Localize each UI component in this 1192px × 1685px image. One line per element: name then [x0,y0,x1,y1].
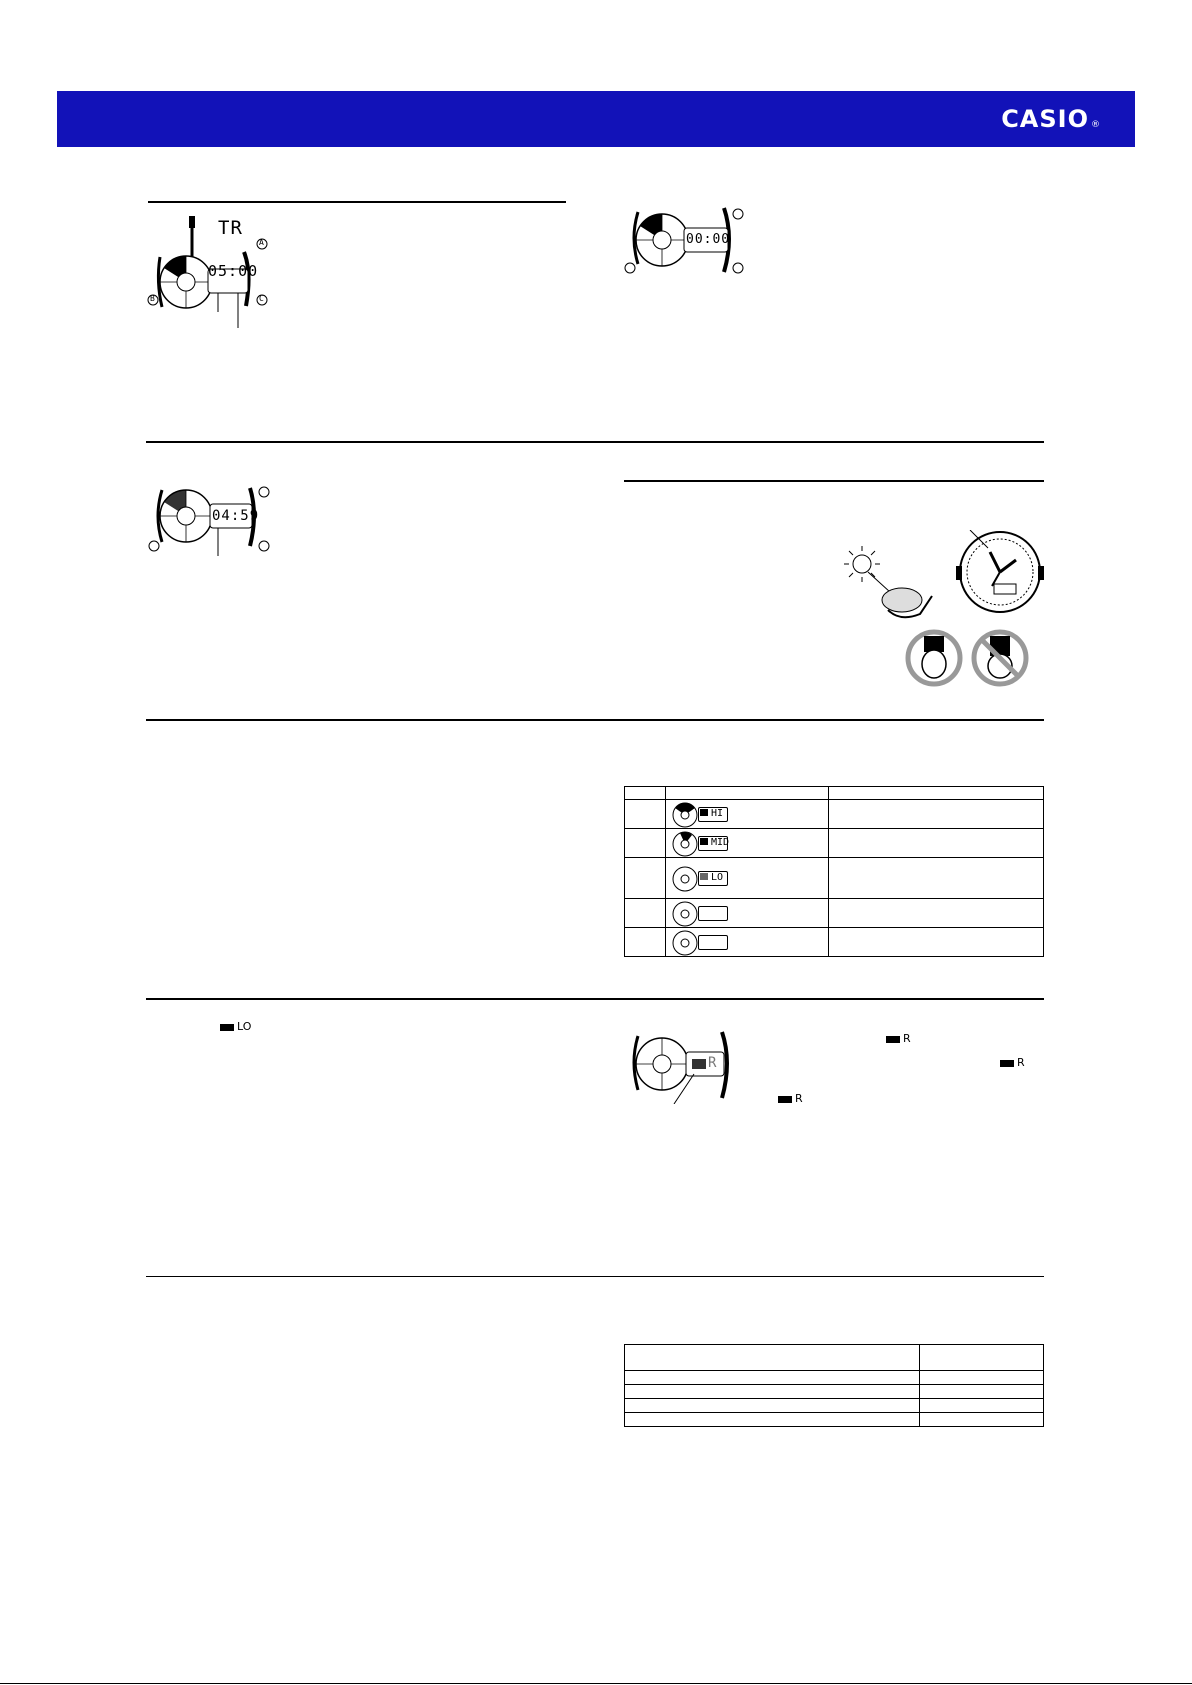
battery-level-label: HI [700,808,723,819]
table-row [625,899,1044,928]
section-rule [146,719,1044,721]
section-rule [148,201,566,203]
recover-indicator: R [886,1032,911,1045]
table-row [625,858,1044,899]
charging-time-table [624,1344,1044,1427]
casio-logo: CASIO ® [1001,105,1101,133]
lcd-time: 04:59 [212,508,260,524]
table-row [625,928,1044,957]
lo-indicator: LO [220,1020,251,1033]
indicator-label: TR [218,217,243,239]
recover-indicator: R [1000,1056,1025,1069]
header-bar [57,91,1135,147]
table-row [625,1399,1044,1413]
table-row [625,1371,1044,1385]
recover-indicator: R [778,1092,803,1105]
button-a-label: A [259,238,264,247]
watch-illustration-timer-zero [624,204,748,284]
section-rule [146,1276,1044,1277]
lcd-time: 00:00 [686,232,731,247]
solar-charging-illustration [840,530,1048,690]
section-rule [146,441,1044,443]
section-rule [146,998,1044,1000]
table-row [625,829,1044,858]
watch-illustration-timer [146,212,276,332]
page-bottom-line [0,1683,1192,1684]
table-row [625,800,1044,829]
table-row [625,1413,1044,1427]
button-b-label: B [150,294,155,303]
battery-level-label: MID [700,837,729,848]
section-rule [624,480,1044,482]
battery-level-label: LO [700,872,723,883]
watch-illustration-countdown [146,484,276,556]
table-row [625,1385,1044,1399]
watch-illustration-recover [624,1028,744,1104]
battery-level-table [624,786,1044,957]
lcd-time: 05:00 [208,262,259,280]
button-c-label: C [259,294,264,303]
recover-display: R [708,1055,718,1071]
